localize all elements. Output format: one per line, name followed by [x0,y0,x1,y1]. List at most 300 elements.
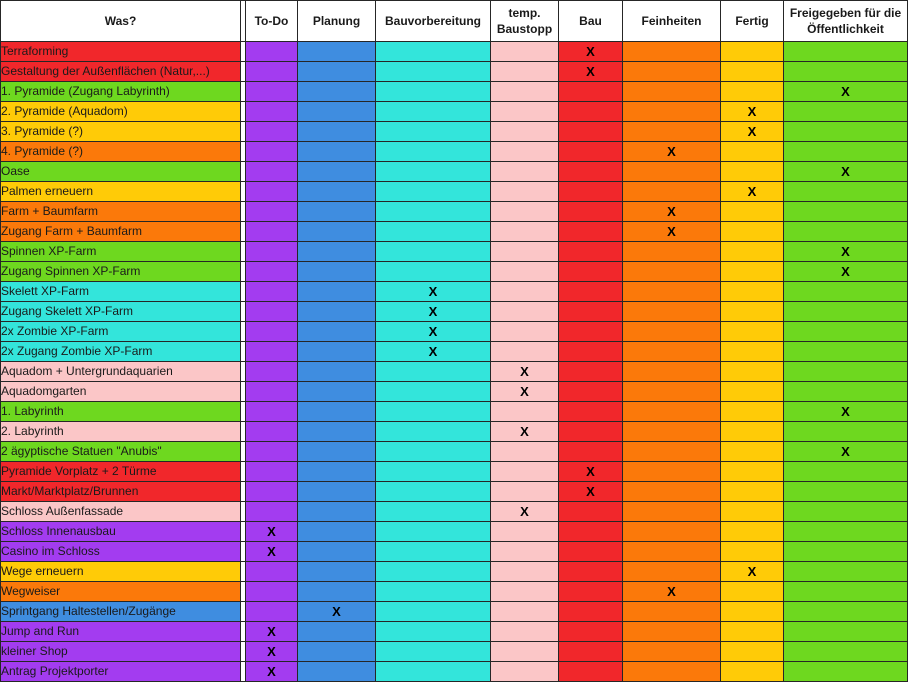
cell-fertig [721,482,784,502]
cell-freigegeben [784,202,908,222]
table-row [1,82,908,102]
cell-planung [298,302,376,322]
status-mark: X [721,122,784,142]
status-mark: X [491,502,559,522]
cell-bauvorbereitung [376,182,491,202]
cell-freigegeben [784,502,908,522]
header-row [1,1,908,42]
cell-bau [559,402,623,422]
header-bau: Bau [559,1,623,42]
task-name: Terraforming [1,42,241,62]
header-temp-baustopp: temp. Baustopp [491,1,559,42]
cell-bauvorbereitung [376,142,491,162]
table-row [1,162,908,182]
cell-temp-baustopp [491,182,559,202]
cell-temp-baustopp [491,42,559,62]
cell-fertig [721,442,784,462]
task-name: 2x Zombie XP-Farm [1,322,241,342]
cell-temp-baustopp [491,662,559,682]
cell-freigegeben [784,222,908,242]
cell-temp-baustopp [491,102,559,122]
table-row [1,462,908,482]
cell-freigegeben [784,62,908,82]
cell-to-do [246,142,298,162]
cell-bau [559,202,623,222]
task-name: Schloss Innenausbau [1,522,241,542]
cell-temp-baustopp [491,282,559,302]
cell-fertig [721,522,784,542]
cell-bau [559,342,623,362]
cell-to-do [246,82,298,102]
cell-freigegeben [784,622,908,642]
cell-to-do [246,202,298,222]
table-row [1,622,908,642]
cell-freigegeben [784,282,908,302]
cell-to-do [246,362,298,382]
table-row [1,42,908,62]
status-mark: X [491,422,559,442]
cell-to-do [246,602,298,622]
cell-to-do [246,382,298,402]
header-to-do: To-Do [246,1,298,42]
cell-freigegeben [784,482,908,502]
cell-planung [298,542,376,562]
table-row [1,382,908,402]
cell-feinheiten [623,302,721,322]
cell-feinheiten [623,122,721,142]
cell-bau [559,182,623,202]
cell-fertig [721,502,784,522]
task-name: 2. Pyramide (Aquadom) [1,102,241,122]
cell-freigegeben [784,522,908,542]
table-row [1,102,908,122]
cell-bauvorbereitung [376,242,491,262]
cell-planung [298,322,376,342]
task-name: Antrag Projektporter [1,662,241,682]
cell-to-do [246,62,298,82]
table-row [1,602,908,622]
cell-bau [559,602,623,622]
cell-freigegeben [784,362,908,382]
cell-freigegeben [784,182,908,202]
cell-freigegeben [784,102,908,122]
cell-temp-baustopp [491,82,559,102]
cell-bau [559,142,623,162]
cell-temp-baustopp [491,542,559,562]
cell-fertig [721,42,784,62]
cell-fertig [721,62,784,82]
cell-planung [298,202,376,222]
cell-fertig [721,582,784,602]
cell-to-do [246,462,298,482]
cell-bau [559,362,623,382]
cell-feinheiten [623,182,721,202]
cell-freigegeben [784,582,908,602]
status-mark: X [784,82,908,102]
cell-temp-baustopp [491,142,559,162]
cell-fertig [721,302,784,322]
cell-to-do [246,42,298,62]
status-mark: X [721,562,784,582]
cell-temp-baustopp [491,582,559,602]
cell-planung [298,462,376,482]
status-mark: X [623,582,721,602]
cell-bauvorbereitung [376,562,491,582]
cell-to-do [246,322,298,342]
cell-planung [298,62,376,82]
table-row [1,482,908,502]
cell-freigegeben [784,642,908,662]
task-name: Casino im Schloss [1,542,241,562]
cell-fertig [721,162,784,182]
cell-to-do [246,442,298,462]
task-name: Pyramide Vorplatz + 2 Türme [1,462,241,482]
cell-bau [559,562,623,582]
cell-bau [559,302,623,322]
cell-bauvorbereitung [376,262,491,282]
status-mark: X [559,62,623,82]
cell-bau [559,262,623,282]
table-row [1,562,908,582]
task-name: Schloss Außenfassade [1,502,241,522]
cell-freigegeben [784,462,908,482]
cell-bau [559,222,623,242]
cell-temp-baustopp [491,302,559,322]
header-task: Was? [1,1,241,42]
cell-bauvorbereitung [376,362,491,382]
table-row [1,282,908,302]
cell-to-do [246,122,298,142]
table-row [1,522,908,542]
task-name: Wege erneuern [1,562,241,582]
cell-temp-baustopp [491,222,559,242]
cell-temp-baustopp [491,122,559,142]
task-name: 2. Labyrinth [1,422,241,442]
task-name: 4. Pyramide (?) [1,142,241,162]
cell-planung [298,262,376,282]
cell-bau [559,662,623,682]
cell-fertig [721,202,784,222]
cell-fertig [721,362,784,382]
cell-bauvorbereitung [376,582,491,602]
cell-fertig [721,542,784,562]
cell-feinheiten [623,602,721,622]
cell-bau [559,322,623,342]
cell-fertig [721,662,784,682]
cell-to-do [246,102,298,122]
cell-temp-baustopp [491,402,559,422]
cell-feinheiten [623,622,721,642]
cell-feinheiten [623,642,721,662]
cell-feinheiten [623,282,721,302]
status-mark: X [491,382,559,402]
cell-to-do [246,242,298,262]
cell-to-do [246,162,298,182]
cell-bau [559,122,623,142]
status-mark: X [784,242,908,262]
status-mark: X [298,602,376,622]
cell-temp-baustopp [491,342,559,362]
task-name: Aquadomgarten [1,382,241,402]
table-row [1,542,908,562]
cell-temp-baustopp [491,642,559,662]
cell-to-do [246,302,298,322]
cell-planung [298,642,376,662]
task-name: Aquadom + Untergrundaquarien [1,362,241,382]
task-name: Markt/Marktplatz/Brunnen [1,482,241,502]
cell-planung [298,662,376,682]
cell-bauvorbereitung [376,602,491,622]
cell-bauvorbereitung [376,442,491,462]
cell-planung [298,82,376,102]
cell-feinheiten [623,42,721,62]
task-name: Zugang Farm + Baumfarm [1,222,241,242]
cell-to-do [246,282,298,302]
cell-temp-baustopp [491,262,559,282]
table-row [1,642,908,662]
cell-planung [298,582,376,602]
cell-temp-baustopp [491,442,559,462]
status-mark: X [784,262,908,282]
cell-planung [298,562,376,582]
task-name: kleiner Shop [1,642,241,662]
cell-feinheiten [623,502,721,522]
cell-temp-baustopp [491,462,559,482]
cell-bauvorbereitung [376,642,491,662]
status-mark: X [559,482,623,502]
table-row [1,262,908,282]
cell-bauvorbereitung [376,202,491,222]
status-mark: X [784,402,908,422]
status-mark: X [246,542,298,562]
table-row [1,402,908,422]
cell-planung [298,522,376,542]
cell-bau [559,502,623,522]
status-mark: X [376,322,491,342]
cell-planung [298,42,376,62]
cell-feinheiten [623,362,721,382]
cell-planung [298,362,376,382]
cell-bau [559,522,623,542]
cell-to-do [246,562,298,582]
cell-planung [298,142,376,162]
cell-fertig [721,282,784,302]
cell-feinheiten [623,102,721,122]
cell-freigegeben [784,602,908,622]
task-name: 2x Zugang Zombie XP-Farm [1,342,241,362]
cell-to-do [246,222,298,242]
cell-feinheiten [623,382,721,402]
cell-fertig [721,322,784,342]
cell-bauvorbereitung [376,102,491,122]
cell-freigegeben [784,562,908,582]
cell-bauvorbereitung [376,382,491,402]
status-mark: X [246,642,298,662]
cell-fertig [721,602,784,622]
cell-fertig [721,222,784,242]
cell-planung [298,242,376,262]
table-row [1,362,908,382]
cell-feinheiten [623,462,721,482]
task-name: Palmen erneuern [1,182,241,202]
cell-fertig [721,242,784,262]
cell-to-do [246,402,298,422]
cell-feinheiten [623,442,721,462]
cell-freigegeben [784,42,908,62]
cell-feinheiten [623,62,721,82]
cell-planung [298,162,376,182]
cell-to-do [246,502,298,522]
cell-feinheiten [623,242,721,262]
status-mark: X [784,162,908,182]
status-mark: X [376,302,491,322]
cell-bauvorbereitung [376,42,491,62]
cell-fertig [721,642,784,662]
cell-feinheiten [623,522,721,542]
status-mark: X [246,522,298,542]
cell-feinheiten [623,262,721,282]
cell-bauvorbereitung [376,462,491,482]
table-row [1,342,908,362]
cell-freigegeben [784,322,908,342]
header-freigegeben: Freigegeben für die Öffentlichkeit [784,1,908,42]
cell-bauvorbereitung [376,222,491,242]
table-row [1,502,908,522]
cell-bau [559,422,623,442]
cell-freigegeben [784,142,908,162]
status-mark: X [559,42,623,62]
cell-bauvorbereitung [376,62,491,82]
cell-to-do [246,182,298,202]
task-name: Gestaltung der Außenflächen (Natur,...) [1,62,241,82]
cell-planung [298,342,376,362]
status-mark: X [376,342,491,362]
cell-planung [298,382,376,402]
cell-freigegeben [784,342,908,362]
cell-feinheiten [623,422,721,442]
cell-to-do [246,422,298,442]
task-name: Wegweiser [1,582,241,602]
table-row [1,662,908,682]
status-mark: X [623,142,721,162]
cell-temp-baustopp [491,562,559,582]
cell-bauvorbereitung [376,122,491,142]
cell-feinheiten [623,482,721,502]
table-row [1,202,908,222]
cell-to-do [246,342,298,362]
table-row [1,182,908,202]
cell-temp-baustopp [491,62,559,82]
cell-bau [559,282,623,302]
cell-bauvorbereitung [376,522,491,542]
cell-temp-baustopp [491,242,559,262]
cell-bau [559,382,623,402]
task-name: Zugang Skelett XP-Farm [1,302,241,322]
cell-to-do [246,582,298,602]
cell-fertig [721,462,784,482]
status-mark: X [491,362,559,382]
table-row [1,62,908,82]
header-bauvorbereitung: Bauvorbereitung [376,1,491,42]
cell-fertig [721,622,784,642]
cell-freigegeben [784,122,908,142]
cell-planung [298,122,376,142]
cell-feinheiten [623,402,721,422]
cell-planung [298,482,376,502]
cell-freigegeben [784,382,908,402]
task-name: Zugang Spinnen XP-Farm [1,262,241,282]
cell-to-do [246,482,298,502]
status-mark: X [784,442,908,462]
cell-bauvorbereitung [376,622,491,642]
cell-feinheiten [623,162,721,182]
cell-planung [298,622,376,642]
cell-fertig [721,142,784,162]
cell-bauvorbereitung [376,162,491,182]
cell-bau [559,442,623,462]
task-name: 3. Pyramide (?) [1,122,241,142]
cell-bau [559,542,623,562]
cell-bau [559,642,623,662]
cell-temp-baustopp [491,322,559,342]
header-fertig: Fertig [721,1,784,42]
table-row [1,242,908,262]
table-row [1,302,908,322]
cell-feinheiten [623,322,721,342]
task-name: 1. Labyrinth [1,402,241,422]
table-row [1,422,908,442]
cell-planung [298,442,376,462]
status-mark: X [721,102,784,122]
cell-planung [298,402,376,422]
cell-freigegeben [784,542,908,562]
cell-planung [298,222,376,242]
task-name: Oase [1,162,241,182]
cell-planung [298,102,376,122]
cell-bau [559,242,623,262]
status-mark: X [246,662,298,682]
cell-fertig [721,402,784,422]
task-name: 2 ägyptische Statuen "Anubis" [1,442,241,462]
table-row [1,322,908,342]
task-name: Farm + Baumfarm [1,202,241,222]
cell-planung [298,502,376,522]
cell-feinheiten [623,662,721,682]
cell-planung [298,182,376,202]
cell-to-do [246,262,298,282]
table-row [1,122,908,142]
cell-feinheiten [623,542,721,562]
table-row [1,222,908,242]
cell-freigegeben [784,422,908,442]
status-mark: X [559,462,623,482]
cell-bau [559,582,623,602]
task-name: 1. Pyramide (Zugang Labyrinth) [1,82,241,102]
cell-bauvorbereitung [376,422,491,442]
cell-temp-baustopp [491,522,559,542]
cell-bauvorbereitung [376,542,491,562]
cell-freigegeben [784,302,908,322]
status-mark: X [721,182,784,202]
cell-fertig [721,342,784,362]
header-feinheiten: Feinheiten [623,1,721,42]
cell-feinheiten [623,562,721,582]
status-mark: X [246,622,298,642]
cell-temp-baustopp [491,482,559,502]
cell-bau [559,162,623,182]
cell-bauvorbereitung [376,82,491,102]
task-name: Sprintgang Haltestellen/Zugänge [1,602,241,622]
